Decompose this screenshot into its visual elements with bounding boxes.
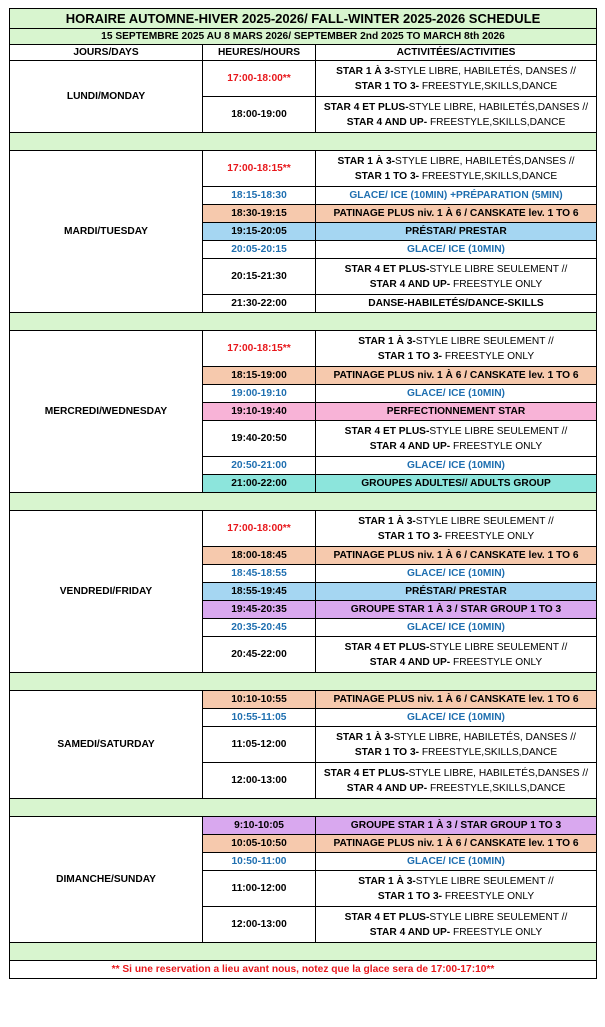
activity-line-1 <box>318 874 594 889</box>
activity-line-2 <box>318 79 594 94</box>
day-separator <box>10 133 597 151</box>
time-cell: 19:15-20:05 <box>203 223 316 241</box>
activity-text: GLACE/ ICE (10MIN) <box>407 568 505 579</box>
separator-band <box>10 313 597 331</box>
activity-cell <box>316 511 597 547</box>
activity-detail: FREESTYLE,SKILLS,DANCE <box>421 80 558 92</box>
schedule-row <box>10 331 597 367</box>
time-cell: 18:15-19:00 <box>203 367 316 385</box>
activity-group: STAR 1 À 3- <box>336 731 394 743</box>
activity-detail: FREESTYLE ONLY <box>444 350 535 362</box>
activity-group: STAR 4 AND UP- <box>346 116 430 128</box>
time-cell: 18:00-19:00 <box>203 97 316 133</box>
activity-cell <box>316 241 597 259</box>
activity-cell <box>316 817 597 835</box>
time-cell: 19:00-19:10 <box>203 385 316 403</box>
activity-detail: STYLE LIBRE SEULEMENT // <box>415 335 554 347</box>
activity-line-2 <box>318 277 594 292</box>
separator-band <box>10 799 597 817</box>
day-label: MARDI/TUESDAY <box>10 151 203 313</box>
activity-detail: FREESTYLE ONLY <box>452 440 543 452</box>
time-cell: 21:30-22:00 <box>203 295 316 313</box>
activity-line-1 <box>318 424 594 439</box>
time-cell: 12:00-13:00 <box>203 763 316 799</box>
activity-cell <box>316 637 597 673</box>
time-cell: 17:00-18:00** <box>203 511 316 547</box>
activity-group: STAR 1 TO 3- <box>354 80 422 92</box>
activity-text: GLACE/ ICE (10MIN) +PRÉPARATION (5MIN) <box>349 190 563 201</box>
activity-group: STAR 1 À 3- <box>337 155 396 167</box>
activity-group: STAR 4 ET PLUS- <box>344 911 430 923</box>
activity-cell <box>316 61 597 97</box>
time-cell: 18:45-18:55 <box>203 565 316 583</box>
time-cell: 19:40-20:50 <box>203 421 316 457</box>
time-cell: 10:05-10:50 <box>203 835 316 853</box>
day-separator <box>10 493 597 511</box>
activity-cell <box>316 853 597 871</box>
activity-cell <box>316 709 597 727</box>
time-cell: 18:00-18:45 <box>203 547 316 565</box>
day-label: DIMANCHE/SUNDAY <box>10 817 203 943</box>
time-cell: 11:00-12:00 <box>203 871 316 907</box>
time-cell: 20:05-20:15 <box>203 241 316 259</box>
activity-line-2 <box>318 925 594 940</box>
activity-detail: STYLE LIBRE, HABILETÉS, DANSES // <box>393 731 576 743</box>
activity-group: STAR 1 TO 3- <box>354 746 422 758</box>
day-label: MERCREDI/WEDNESDAY <box>10 331 203 493</box>
activity-text: PRÉSTAR/ PRESTAR <box>405 226 507 237</box>
activity-line-1 <box>318 730 594 745</box>
activity-group: STAR 4 AND UP- <box>369 656 453 668</box>
activity-detail: STYLE LIBRE SEULEMENT // <box>429 911 568 923</box>
activity-cell <box>316 547 597 565</box>
day-separator <box>10 673 597 691</box>
activity-text: GLACE/ ICE (10MIN) <box>407 460 505 471</box>
separator-band <box>10 673 597 691</box>
day-separator <box>10 943 597 961</box>
activity-group: STAR 4 ET PLUS- <box>344 641 430 653</box>
schedule-row <box>10 151 597 187</box>
schedule-row <box>10 61 597 97</box>
activity-group: STAR 1 À 3- <box>358 515 416 527</box>
activity-line-2 <box>318 115 594 130</box>
time-cell: 18:15-18:30 <box>203 187 316 205</box>
time-cell: 11:05-12:00 <box>203 727 316 763</box>
schedule-row <box>10 511 597 547</box>
activity-group: STAR 1 TO 3- <box>354 170 422 182</box>
time-cell: 17:00-18:00** <box>203 61 316 97</box>
activity-line-2 <box>318 781 594 796</box>
time-cell: 12:00-13:00 <box>203 907 316 943</box>
activity-detail: FREESTYLE ONLY <box>452 656 543 668</box>
time-cell: 20:45-22:00 <box>203 637 316 673</box>
activity-text: GROUPE STAR 1 À 3 / STAR GROUP 1 TO 3 <box>350 820 562 831</box>
activity-text: PATINAGE PLUS niv. 1 À 6 / CANSKATE lev. 1 TO 6 <box>333 208 579 219</box>
time-cell: 9:10-10:05 <box>203 817 316 835</box>
time-cell: 21:00-22:00 <box>203 475 316 493</box>
time-cell: 17:00-18:15** <box>203 151 316 187</box>
schedule-row <box>10 691 597 709</box>
activity-line-2 <box>318 529 594 544</box>
activity-cell <box>316 367 597 385</box>
activity-line-1 <box>318 766 594 781</box>
activity-cell <box>316 835 597 853</box>
activity-line-1 <box>318 334 594 349</box>
time-cell: 20:35-20:45 <box>203 619 316 637</box>
time-cell: 19:10-19:40 <box>203 403 316 421</box>
activity-cell <box>316 763 597 799</box>
activity-detail: STYLE LIBRE, HABILETÉS, DANSES // <box>393 65 576 77</box>
activity-cell <box>316 187 597 205</box>
activity-detail: STYLE LIBRE, HABILETÉS,DANSES // <box>395 155 575 167</box>
day-label: SAMEDI/SATURDAY <box>10 691 203 799</box>
activity-line-1 <box>318 640 594 655</box>
activity-line-2 <box>318 439 594 454</box>
schedule-table <box>9 8 597 979</box>
activity-cell <box>316 457 597 475</box>
activity-group: STAR 4 AND UP- <box>369 278 453 290</box>
day-label: LUNDI/MONDAY <box>10 61 203 133</box>
activity-line-1 <box>318 154 594 169</box>
activity-detail: FREESTYLE ONLY <box>452 278 543 290</box>
activity-line-2 <box>318 169 594 184</box>
time-cell: 18:55-19:45 <box>203 583 316 601</box>
header-days: JOURS/DAYS <box>10 45 203 61</box>
header-hours: HEURES/HOURS <box>203 45 316 61</box>
activity-line-2 <box>318 745 594 760</box>
activity-detail: FREESTYLE ONLY <box>444 530 535 542</box>
activity-text: DANSE-HABILETÉS/DANCE-SKILLS <box>368 298 544 309</box>
footer-row <box>10 961 597 979</box>
activity-detail: STYLE LIBRE SEULEMENT // <box>415 875 554 887</box>
activity-cell <box>316 565 597 583</box>
time-cell: 19:45-20:35 <box>203 601 316 619</box>
day-separator <box>10 313 597 331</box>
activity-cell <box>316 97 597 133</box>
activity-text: PATINAGE PLUS niv. 1 À 6 / CANSKATE lev. 1 TO 6 <box>333 370 579 381</box>
separator-band <box>10 133 597 151</box>
schedule-title: HORAIRE AUTOMNE-HIVER 2025-2026/ FALL-WINTER 2025-2026 SCHEDULE <box>10 9 597 29</box>
activity-text: GLACE/ ICE (10MIN) <box>407 388 505 399</box>
activity-cell <box>316 871 597 907</box>
day-separator <box>10 799 597 817</box>
activity-cell <box>316 259 597 295</box>
activity-group: STAR 1 À 3- <box>336 65 394 77</box>
activity-text: PATINAGE PLUS niv. 1 À 6 / CANSKATE lev. 1 TO 6 <box>333 550 579 561</box>
activity-group: STAR 4 ET PLUS- <box>344 263 430 275</box>
activity-detail: FREESTYLE,SKILLS,DANCE <box>421 170 558 182</box>
activity-detail: FREESTYLE,SKILLS,DANCE <box>429 116 566 128</box>
activity-group: STAR 4 AND UP- <box>369 440 453 452</box>
activity-text: PATINAGE PLUS niv. 1 À 6 / CANSKATE lev. 1 TO 6 <box>333 694 579 705</box>
time-cell: 18:30-19:15 <box>203 205 316 223</box>
time-cell: 10:55-11:05 <box>203 709 316 727</box>
activity-cell <box>316 223 597 241</box>
activity-line-2 <box>318 889 594 904</box>
activity-cell <box>316 403 597 421</box>
activity-line-2 <box>318 655 594 670</box>
activity-detail: FREESTYLE ONLY <box>444 890 535 902</box>
activity-detail: STYLE LIBRE SEULEMENT // <box>415 515 554 527</box>
header-activities: ACTIVITÉES/ACTIVITIES <box>316 45 597 61</box>
activity-group: STAR 4 ET PLUS- <box>344 425 430 437</box>
activity-cell <box>316 619 597 637</box>
activity-line-1 <box>318 262 594 277</box>
activity-cell <box>316 583 597 601</box>
activity-line-1 <box>318 514 594 529</box>
time-cell: 17:00-18:15** <box>203 331 316 367</box>
activity-text: GLACE/ ICE (10MIN) <box>407 856 505 867</box>
activity-cell <box>316 151 597 187</box>
activity-text: GLACE/ ICE (10MIN) <box>407 244 505 255</box>
activity-group: STAR 1 TO 3- <box>377 350 445 362</box>
activity-cell <box>316 331 597 367</box>
footer-note: ** Si une reservation a lieu avant nous, notez que la glace sera de 17:00-17:10** <box>10 961 597 979</box>
activity-group: STAR 4 ET PLUS- <box>323 101 409 113</box>
activity-group: STAR 1 TO 3- <box>377 530 445 542</box>
time-cell: 10:50-11:00 <box>203 853 316 871</box>
activity-cell <box>316 421 597 457</box>
activity-group: STAR 1 À 3- <box>358 335 416 347</box>
activity-text: PATINAGE PLUS niv. 1 À 6 / CANSKATE lev. 1 TO 6 <box>333 838 579 849</box>
separator-band <box>10 943 597 961</box>
activity-text: GLACE/ ICE (10MIN) <box>407 712 505 723</box>
activity-detail: FREESTYLE ONLY <box>452 926 543 938</box>
activity-group: STAR 4 AND UP- <box>346 782 430 794</box>
activity-group: STAR 1 À 3- <box>358 875 416 887</box>
activity-detail: STYLE LIBRE SEULEMENT // <box>429 425 568 437</box>
activity-cell <box>316 691 597 709</box>
activity-detail: STYLE LIBRE, HABILETÉS,DANSES // <box>408 101 589 113</box>
activity-cell <box>316 601 597 619</box>
activity-group: STAR 4 ET PLUS- <box>323 767 409 779</box>
activity-detail: STYLE LIBRE, HABILETÉS,DANSES // <box>408 767 589 779</box>
activity-text: GROUPES ADULTES// ADULTS GROUP <box>361 478 551 489</box>
time-cell: 20:50-21:00 <box>203 457 316 475</box>
activity-text: GROUPE STAR 1 À 3 / STAR GROUP 1 TO 3 <box>350 604 562 615</box>
activity-line-1 <box>318 910 594 925</box>
activity-line-1 <box>318 100 594 115</box>
activity-text: PRÉSTAR/ PRESTAR <box>405 586 507 597</box>
activity-group: STAR 4 AND UP- <box>369 926 453 938</box>
activity-cell <box>316 295 597 313</box>
activity-cell <box>316 727 597 763</box>
activity-detail: STYLE LIBRE SEULEMENT // <box>429 263 568 275</box>
activity-detail: STYLE LIBRE SEULEMENT // <box>429 641 568 653</box>
activity-text: GLACE/ ICE (10MIN) <box>407 622 505 633</box>
schedule-row <box>10 817 597 835</box>
schedule-subtitle: 15 SEPTEMBRE 2025 AU 8 MARS 2026/ SEPTEMBER 2nd 2025 TO MARCH 8th 2026 <box>10 29 597 45</box>
activity-cell <box>316 475 597 493</box>
activity-cell <box>316 205 597 223</box>
activity-detail: FREESTYLE,SKILLS,DANCE <box>421 746 558 758</box>
activity-line-2 <box>318 349 594 364</box>
time-cell: 10:10-10:55 <box>203 691 316 709</box>
activity-detail: FREESTYLE,SKILLS,DANCE <box>429 782 566 794</box>
separator-band <box>10 493 597 511</box>
activity-line-1 <box>318 64 594 79</box>
activity-group: STAR 1 TO 3- <box>377 890 445 902</box>
activity-cell <box>316 385 597 403</box>
activity-text: PERFECTIONNEMENT STAR <box>386 406 526 417</box>
time-cell: 20:15-21:30 <box>203 259 316 295</box>
activity-cell <box>316 907 597 943</box>
day-label: VENDREDI/FRIDAY <box>10 511 203 673</box>
